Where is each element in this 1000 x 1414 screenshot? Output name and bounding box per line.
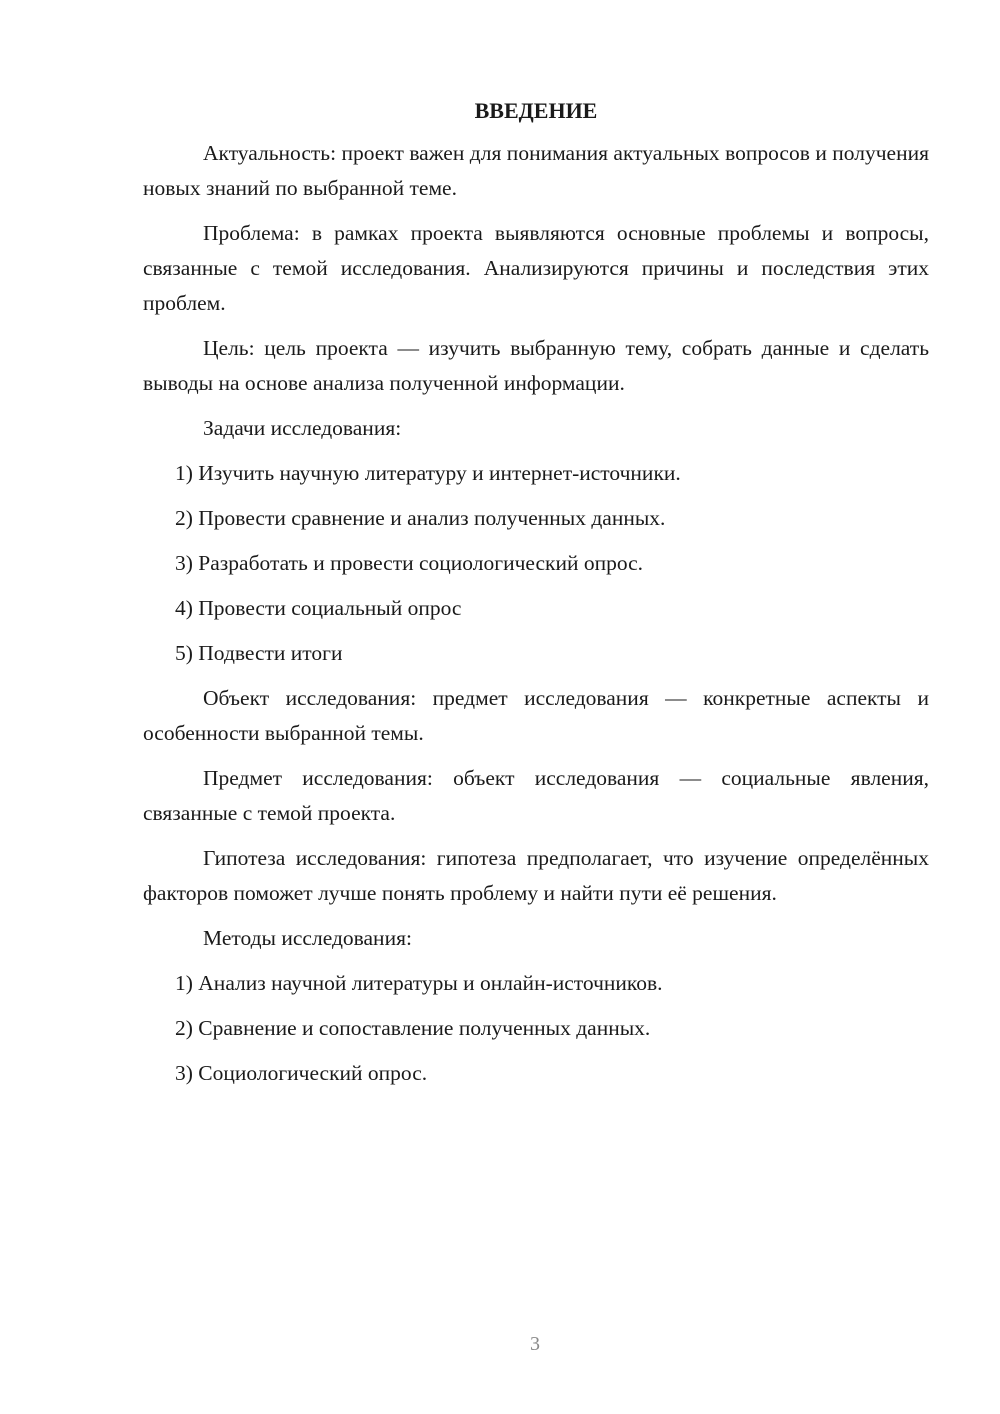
document-body — [143, 94, 929, 1101]
task-item: 2) Провести сравнение и анализ полученных данных. — [175, 506, 666, 530]
goal-paragraph: Цель: цель проекта — изучить выбранную тему, собрать данные и сделать выводы на основе анализа полученной информации. — [143, 336, 929, 395]
page-title: ВВЕДЕНИЕ — [474, 98, 598, 123]
task-item: 1) Изучить научную литературу и интернет-источники. — [175, 461, 681, 485]
method-item: 2) Сравнение и сопоставление полученных данных. — [175, 1016, 651, 1040]
method-item: 3) Социологический опрос. — [175, 1061, 428, 1085]
task-item: 5) Подвести итоги — [175, 641, 343, 665]
method-item: 1) Анализ научной литературы и онлайн-источников. — [175, 971, 663, 995]
hypothesis-paragraph: Гипотеза исследования: гипотеза предполагает, что изучение определённых факторов поможет лучше понять проблему и найти пути её решения. — [143, 846, 929, 905]
task-item: 3) Разработать и провести социологический опрос. — [175, 551, 644, 575]
relevance-paragraph: Актуальность: проект важен для понимания актуальных вопросов и получения новых знаний по выбранной теме. — [143, 141, 929, 200]
methods-heading: Методы исследования: — [203, 926, 412, 950]
tasks-heading: Задачи исследования: — [203, 416, 402, 440]
subject-paragraph: Предмет исследования: объект исследования — социальные явления, связанные с темой проекта. — [143, 766, 929, 825]
page-number: 3 — [530, 1333, 540, 1355]
object-paragraph: Объект исследования: предмет исследования — конкретные аспекты и особенности выбранной темы. — [143, 686, 929, 745]
problem-paragraph: Проблема: в рамках проекта выявляются основные проблемы и вопросы, связанные с темой исследования. Анализируются причины и последствия этих проблем. — [143, 221, 929, 315]
task-item: 4) Провести социальный опрос — [175, 596, 462, 620]
